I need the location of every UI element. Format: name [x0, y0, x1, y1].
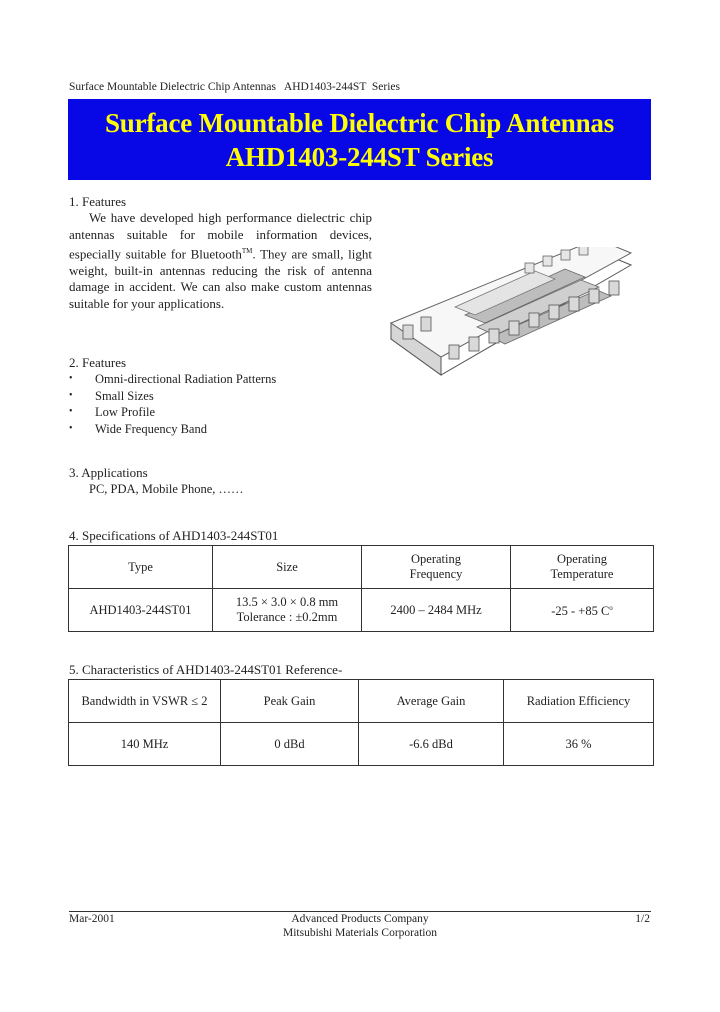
table-row — [69, 680, 654, 723]
table-row — [69, 546, 654, 589]
list-item: • Omni-directional Radiation Patterns — [69, 372, 277, 386]
specifications-table — [68, 545, 654, 632]
header-cell: Type — [69, 546, 213, 589]
table-cell: -25 - +85 $C^o$ — [511, 589, 654, 632]
header-cell: Operating Temperature — [511, 546, 654, 589]
footer-date: Mar-2001 — [69, 913, 115, 925]
features-bullet-list — [69, 371, 276, 437]
table-cell: -6.6 dBd — [359, 723, 504, 766]
running-header: Surface Mountable Dielectric Chip Antennas AHD1403-244ST Series — [69, 81, 400, 93]
table-row — [69, 589, 654, 632]
section-3-heading: 3. Applications — [69, 465, 148, 480]
footer-company-line-2: Mitsubishi Materials Corporation — [283, 927, 437, 939]
table-cell: AHD1403-244ST01 — [69, 589, 213, 632]
list-item: • Low Profile — [69, 405, 156, 419]
footer-company-line-1: Advanced Products Company — [291, 913, 429, 925]
section-2-heading: 2. Features — [69, 355, 127, 370]
header-cell: Average Gain — [359, 680, 504, 723]
header-cell: Peak Gain — [221, 680, 359, 723]
section-1-heading: 1. Features — [69, 194, 127, 209]
list-item: • Small Sizes — [69, 388, 154, 403]
chip-antenna-illustration — [385, 247, 635, 379]
features-paragraph — [69, 210, 372, 312]
footer-divider — [69, 911, 651, 912]
header-cell: Operating Frequency — [362, 546, 511, 589]
table-cell: 13.5 × 3.0 × 0.8 mm Tolerance : ±0.2mm — [213, 589, 362, 632]
trademark-mark: TM — [241, 247, 253, 255]
features-text-b: . They are small, light weight, built-in antennas reducing the risk of antenna damage in accident. We can also make custom antennas suitable for your applications. — [69, 246, 372, 311]
header-cell: Size — [213, 546, 362, 589]
table-cell: 140 MHz — [69, 723, 221, 766]
table-row — [69, 723, 654, 766]
title-line-2: AHD1403-244ST Series — [225, 141, 494, 172]
features-text-a: We have developed high performance dielectric chip antennas suitable for mobile information devices, especially suitable for Bluetooth — [69, 210, 372, 262]
applications-text: PC, PDA, Mobile Phone, …… — [89, 482, 244, 496]
title-banner — [68, 99, 651, 180]
table-cell: 0 dBd — [221, 723, 359, 766]
page-number: 1/2 — [635, 913, 650, 925]
section-4-heading: 4. Specifications of AHD1403-244ST01 — [69, 528, 279, 543]
header-cell: Radiation Efficiency — [504, 680, 654, 723]
table-cell: 36 % — [504, 723, 654, 766]
list-item: • Wide Frequency Band — [69, 421, 207, 436]
title-line-1: Surface Mountable Dielectric Chip Antennas — [104, 107, 615, 138]
characteristics-table — [68, 679, 654, 766]
header-cell: Bandwidth in VSWR ≤ 2 — [69, 680, 221, 723]
section-5-heading: 5. Characteristics of AHD1403-244ST01 Reference- — [69, 662, 343, 677]
table-cell: 2400 – 2484 MHz — [362, 589, 511, 632]
